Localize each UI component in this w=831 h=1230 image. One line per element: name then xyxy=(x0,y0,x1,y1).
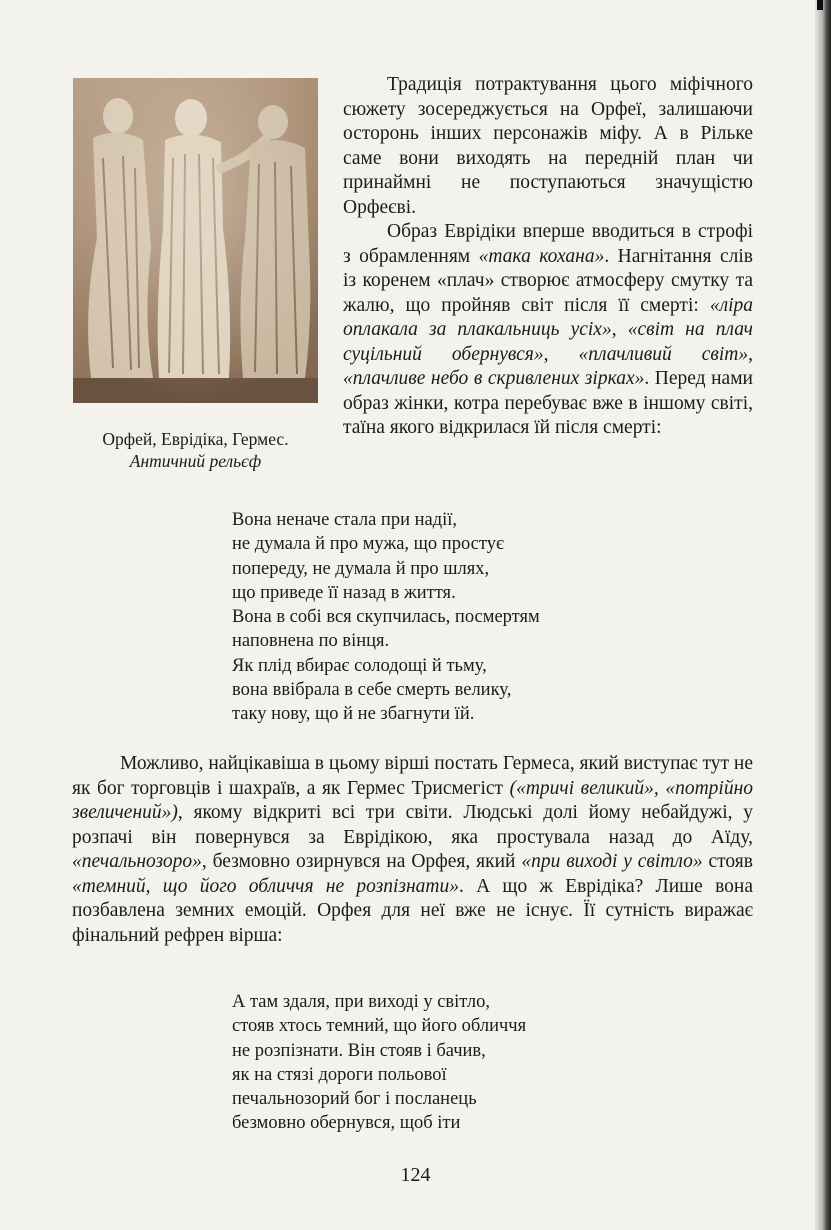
page-corner-mark xyxy=(817,0,823,10)
para3-text-4: стояв xyxy=(702,851,753,872)
verse-line: не думала й про мужа, що простує xyxy=(232,534,504,555)
para2-quote-3: «світ на плач суцільний обернувся» xyxy=(343,319,753,365)
para2-text-2: . Нагнітання слів із коренем «плач» створює атмосферу смутку та жалю, що пройняв світ після її смерті: xyxy=(343,245,753,316)
para3-text-2: , якому відкриті всі три світи. Людські долі йому небайдужі, у розпачі він повернувся за Еврідікою, яка простувала назад до Аїду, xyxy=(72,802,753,848)
paragraph-1: Традиція потрактування цього міфічного сюжету зосереджується на Орфеї, залишаючи осторонь інших персонажів міфу. А в Рільке саме вони виходять на передній план чи принаймні не поступаються значущістю Орфеєві. xyxy=(343,74,753,218)
para3-quote-1: («тричі великий», «потрійно звеличений») xyxy=(72,777,753,823)
verse-block-1 xyxy=(232,508,540,727)
para2-text-3: , xyxy=(611,319,628,340)
para2-quote-4: «плачливий світ» xyxy=(578,343,749,365)
relief-illustration xyxy=(73,78,318,403)
page-number: 124 xyxy=(400,1164,431,1186)
para2-quote-1: «така кохана» xyxy=(478,245,605,267)
para2-text-6: . Перед нами образ жінки, котра перебуває вже в іншому світі, таїна якого відкрилася їй після смерті: xyxy=(343,368,753,438)
verse-line: як на стязі дороги польової xyxy=(232,1064,447,1085)
para2-quote-2: «ліра оплакала за плакальниць усіх» xyxy=(343,294,753,340)
para3-quote-3: «при виході у світло» xyxy=(521,851,703,872)
caption-subtitle: Античний рельєф xyxy=(129,451,262,471)
para3-text-1: Можливо, найцікавіша в цьому вірші постать Гермеса, який виступає тут не як бог торговців і шахраїв, а як Гермес Трисмегіст xyxy=(72,753,753,799)
verse-line: таку нову, що й не збагнути їй. xyxy=(232,704,475,725)
paragraph-3 xyxy=(72,752,753,948)
verse-line: А там здаля, при виході у світло, xyxy=(232,992,491,1012)
para3-quote-4: «темний, що його обличчя не розпізнати» xyxy=(72,875,459,897)
verse-line: безмовно обернувся, щоб іти xyxy=(232,1113,461,1134)
verse-block-2 xyxy=(232,990,526,1136)
verse-line: Вона в собі вся скупчилась, посмертям xyxy=(232,607,540,628)
verse-line: печальнозорий бог і посланець xyxy=(232,1089,477,1110)
para2-text-1: Образ Еврідіки вперше вводиться в строфі з обрамленням xyxy=(343,221,753,267)
book-spine-shadow xyxy=(815,0,831,1230)
verse-line: Вона неначе стала при надії, xyxy=(232,510,458,530)
para3-text-5: . А що ж Еврідіка? Лише вона позбавлена земних емоцій. Орфея для неї вже не існує. Її сутність виражає фінальний рефрен вірша: xyxy=(72,875,753,946)
verse-line: що приведе її назад в життя. xyxy=(232,582,456,603)
verse-line: наповнена по вінця. xyxy=(232,631,390,652)
caption-title: Орфей, Еврідіка, Гермес. xyxy=(102,429,289,449)
para2-text-5: , xyxy=(748,343,754,365)
verse-line: вона ввібрала в себе смерть велику, xyxy=(232,680,512,701)
para2-text-4: , xyxy=(543,343,579,365)
verse-line: стояв хтось темний, що його обличчя xyxy=(232,1016,527,1037)
paragraph-2 xyxy=(343,220,753,441)
para3-quote-2: «печальнозоро» xyxy=(72,851,202,872)
verse-line: Як плід вбирає солодощі й тьму, xyxy=(232,655,487,676)
figure-caption xyxy=(73,428,318,472)
para3-text-3: , безмовно озирнувся на Орфея, який xyxy=(201,851,522,872)
para2-quote-5: «плачливе небо в скривлених зірках» xyxy=(343,368,645,389)
relief-image xyxy=(73,78,318,403)
verse-line: не розпізнати. Він стояв і бачив, xyxy=(232,1040,486,1061)
verse-line: попереду, не думала й про шлях, xyxy=(232,558,490,579)
